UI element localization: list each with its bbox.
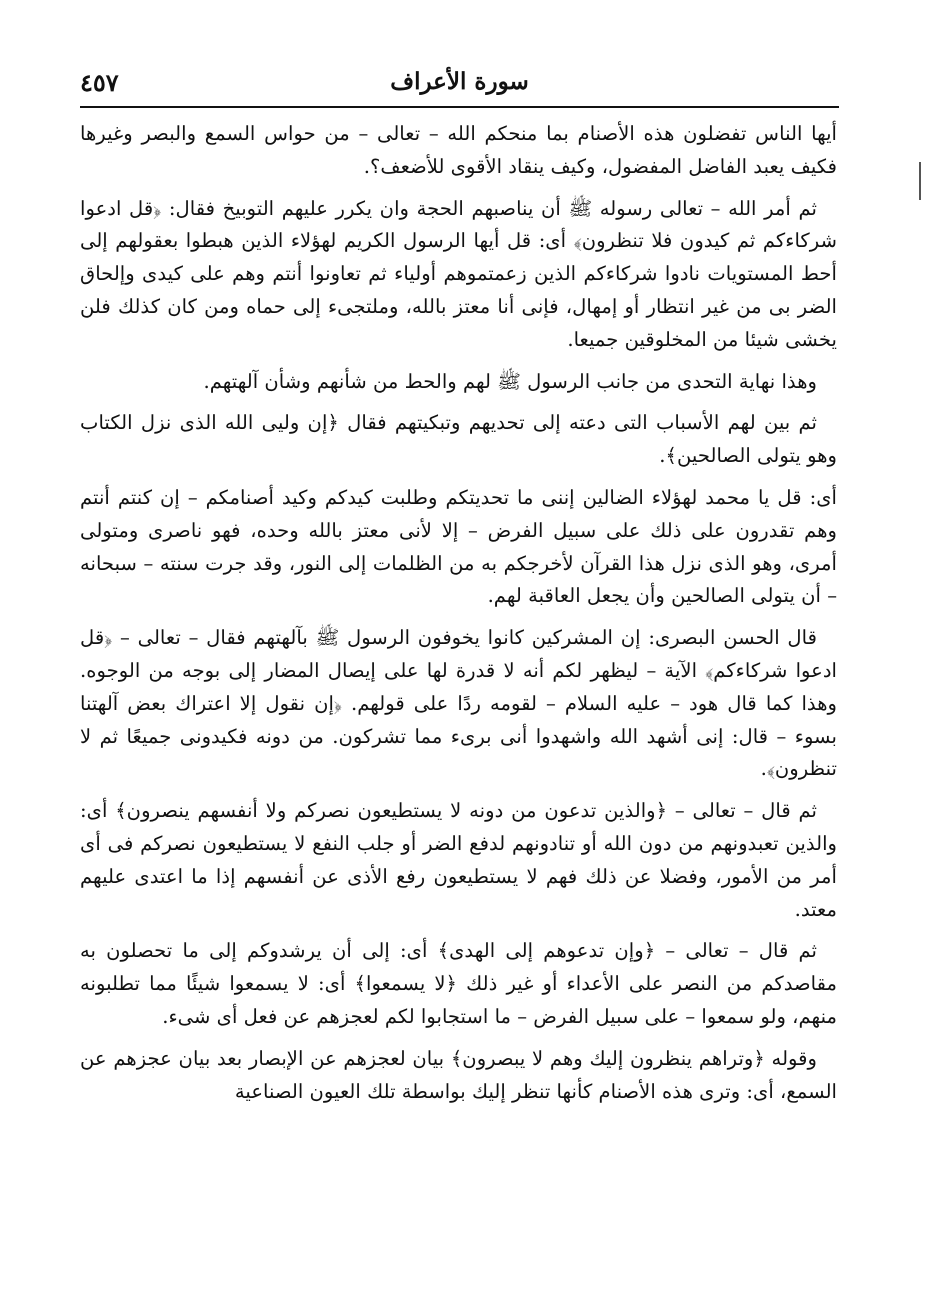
- paragraph-2: ثم أمر الله – تعالى رسوله ﷺ أن يناصبهم الحجة وان يكرر عليهم التوبيخ فقال: ﴿قل ادعوا شركاءكم ثم كيدون فلا تنظرون﴾ أى: قل أيها الرسول الكريم لهؤلاء الذين هبطوا بعقولهم إلى أحط المستويات نادوا شركاءكم الذين زعمتموهم أولياء ثم تعاونوا أنتم وهم على كيدى وإلحاق الضر بى من غير انتظار أو إمهال، فإنى أنا معتز بالله، وملتجىء إلى حماه ومن كان كذلك فلن يخشى شيئا من المخلوقين جميعا.: [80, 196, 837, 351]
- paragraph-8: ثم قال – تعالى – ﴿وإن تدعوهم إلى الهدى﴾ أى: إلى أن يرشدوكم إلى ما تحصلون به مقاصدكم من النصر على الأعداء أو غير ذلك ﴿لا يسمعوا﴾ أى: لا يسمعوا شيئًا مما تطلبونه منهم، ولو سمعوا – على سبيل الفرض – ما استجابوا لكم لعجزهم عن فعل أى شىء.: [80, 939, 837, 1028]
- page-header: [80, 62, 839, 108]
- scan-margin-mark: [919, 162, 921, 200]
- paragraph-9: وقوله ﴿وتراهم ينظرون إليك وهم لا يبصرون﴾ بيان لعجزهم عن الإبصار بعد بيان عجزهم عن السمع، أى: وترى هذه الأصنام كأنها تنظر إليك بواسطة تلك العيون الصناعية: [80, 1046, 837, 1103]
- paragraph-1: أيها الناس تفضلون هذه الأصنام بما منحكم الله – تعالى – من حواس السمع والبصر وغيرها فكيف يعبد الفاضل المفضول، وكيف ينقاد الأقوى للأضعف؟.: [80, 122, 837, 178]
- page-body: [80, 118, 837, 1117]
- paragraph-5: أى: قل يا محمد لهؤلاء الضالين إننى ما تحديتكم وطلبت كيدكم وكيد أصنامكم – إن كنتم أنتم وهم تقدرون على ذلك على سبيل الفرض – إلا لأنى معتز بالله وحده، فهو ناصرى ومتولى أمرى، وهو الذى نزل هذا القرآن لأخرجكم به من الظلمات إلى النور، وقد جرت سنته – سبحانه – أن يتولى الصالحين وأن يجعل العاقبة لهم.: [80, 485, 837, 608]
- paragraph-6: قال الحسن البصرى: إن المشركين كانوا يخوفون الرسول ﷺ بآلهتهم فقال – تعالى – ﴿قل ادعوا شركاءكم﴾ الآية – ليظهر لكم أنه لا قدرة لها على إيصال المضار إلى بوجه من الوجوه. وهذا كما قال هود – عليه السلام – لقومه ردًا على قولهم. ﴿إن نقول إلا اعتراك بعض آلهتنا بسوء – قال: إنى أشهد الله واشهدوا أنى برىء مما تشركون. من دونه فكيدونى جميعًا ثم لا تنظرون﴾.: [80, 626, 837, 781]
- paragraph-7: ثم قال – تعالى – ﴿والذين تدعون من دونه لا يستطيعون نصركم ولا أنفسهم ينصرون﴾ أى: والذين تعبدونهم من دون الله أو تنادونهم لدفع الضر أو جلب النفع لا يستطيعون نصركم فى أى أمر من الأمور، وفضلا عن ذلك فهم لا يستطيعون رفع الأذى عن أنفسهم إذا ما اعتدى عليهم معتد.: [80, 799, 837, 921]
- page-number: ٤٥٧: [80, 68, 119, 97]
- surah-title: سورة الأعراف: [390, 68, 529, 95]
- paragraph-4: ثم بين لهم الأسباب التى دعته إلى تحديهم وتبكيتهم فقال ﴿إن وليى الله الذى نزل الكتاب وهو يتولى الصالحين﴾.: [80, 411, 837, 468]
- paragraph-3: وهذا نهاية التحدى من جانب الرسول ﷺ لهم والحط من شأنهم وشأن آلهتهم.: [203, 369, 817, 393]
